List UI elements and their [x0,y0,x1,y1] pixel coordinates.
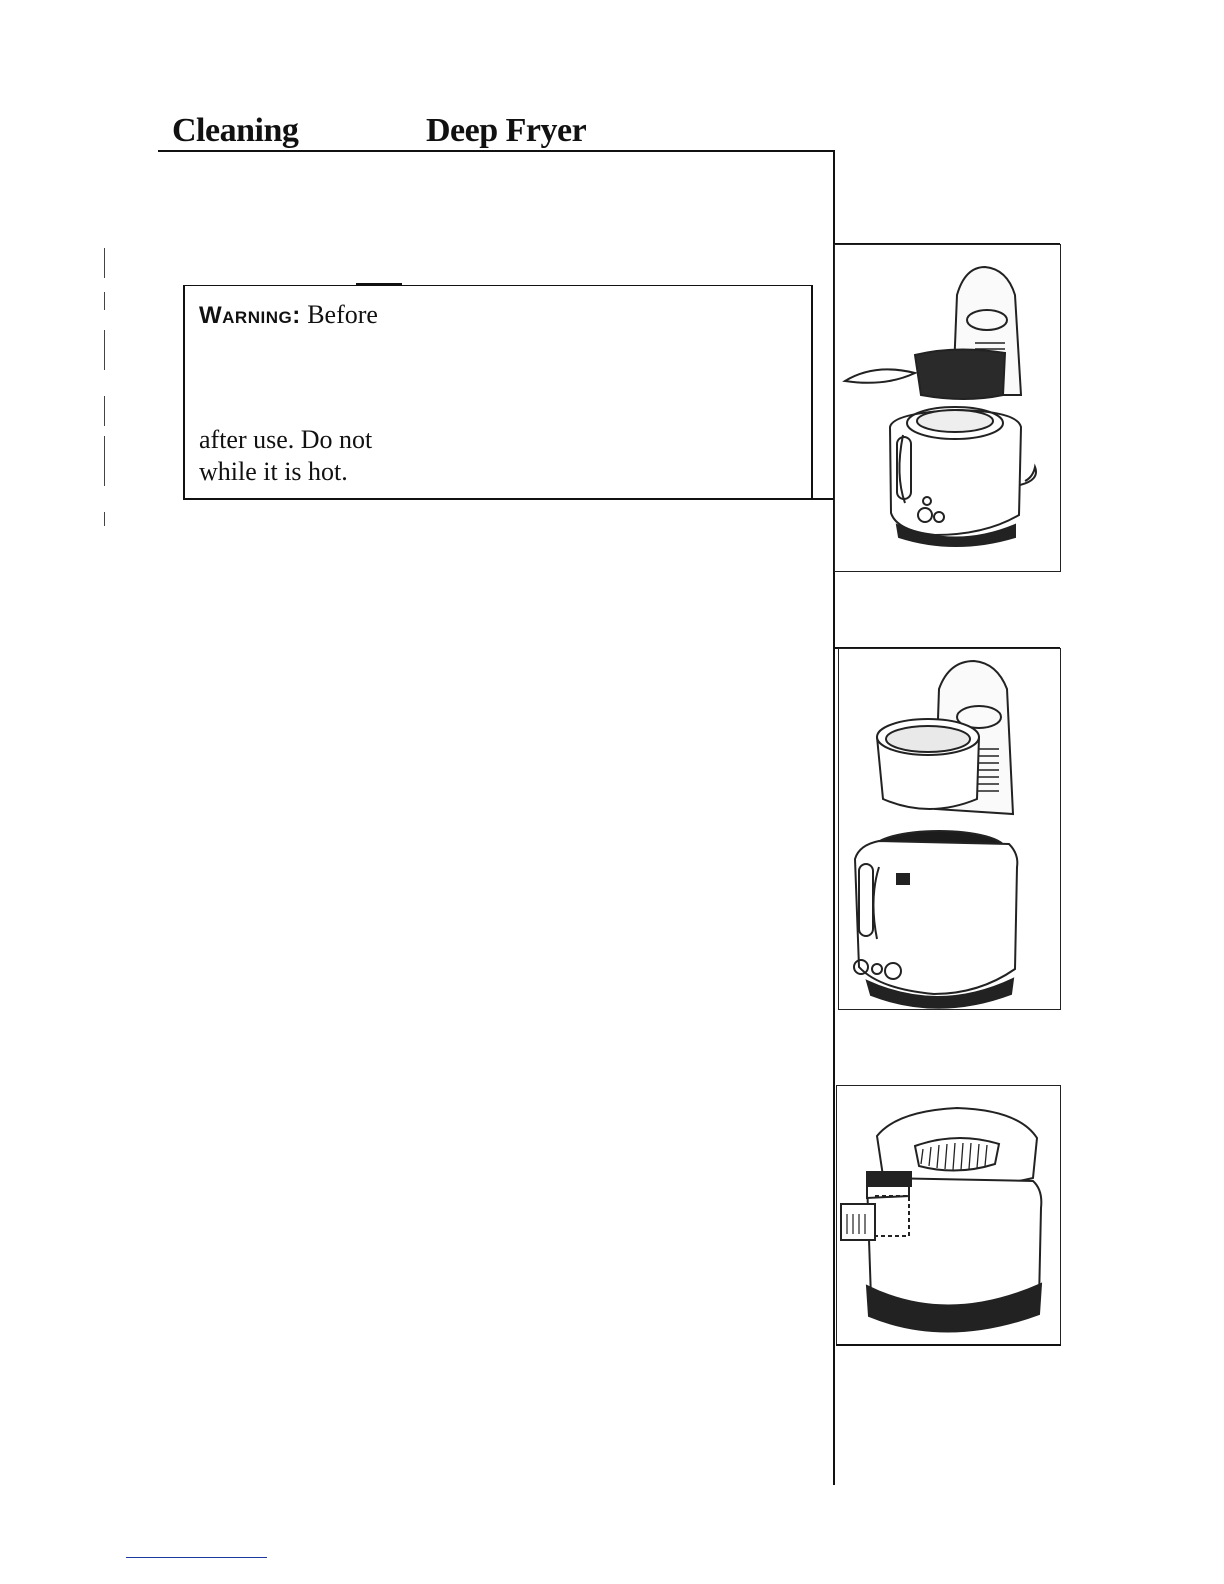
margin-mark [104,248,105,278]
footer-rule [126,1557,267,1558]
margin-mark [104,396,105,426]
deep-fryer-lid-open-basket-icon [835,245,1060,571]
margin-mark [104,512,105,526]
warning-line-3: while it is hot. [199,457,348,486]
page-title-word-2: Deep Fryer [426,112,587,149]
deep-fryer-lid-closed-icon [837,1086,1060,1344]
page-title-word-1: Cleaning [172,112,299,149]
figure-3 [836,1085,1061,1345]
margin-mark [104,292,105,310]
margin-mark [104,330,105,370]
warning-line-1 [199,300,378,330]
page-title [172,112,587,150]
margin-mark [104,436,105,486]
figure-2 [838,648,1061,1010]
warning-text-1: Before [307,300,378,329]
figure-1 [834,244,1061,572]
deep-fryer-removable-pot-icon [839,649,1060,1009]
warning-box-tick [356,283,402,286]
warning-box-bottom-rule [183,498,835,500]
warning-line-2: after use. Do not [199,425,373,454]
warning-label: Warning: [199,302,301,329]
figure-3-bottom-rule [836,1344,1061,1346]
heading-rule [158,150,834,152]
